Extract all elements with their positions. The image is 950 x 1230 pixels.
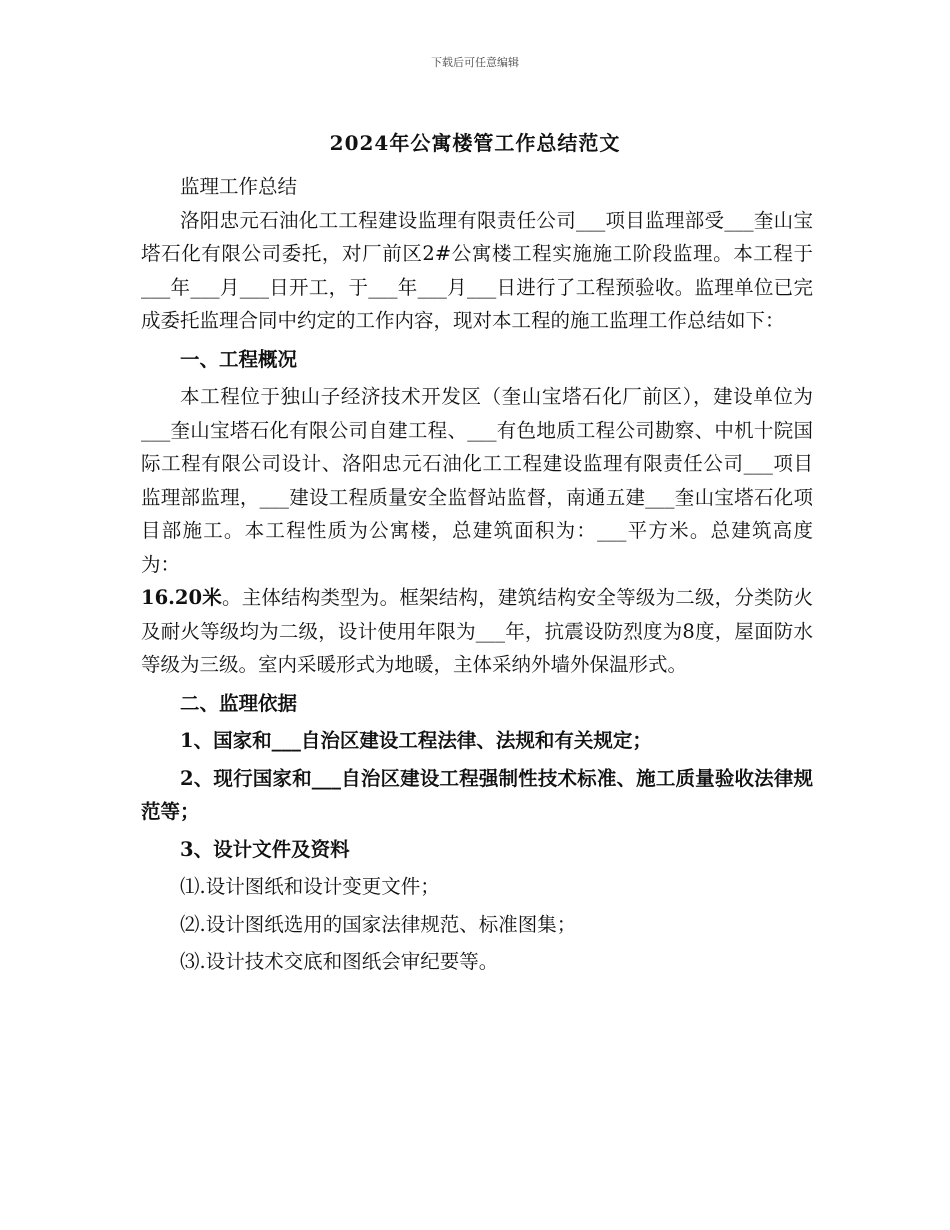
section-heading-basis: 二、监理依据 — [180, 691, 298, 715]
intro-paragraph: 洛阳忠元石油化工工程建设监理有限责任公司___项目监理部受___奎山宝塔石化有限公司委托，对厂前区2#公寓楼工程实施施工阶段监理。本工程于___年___月___日开工，于___年___月___日进行了工程预验收。监理单位已完成委托监理合同中约定的工作内容，现对本工程的施工监理工作总结如下： — [141, 208, 813, 332]
section-heading-overview: 一、工程概况 — [180, 347, 298, 371]
overview-paragraph: 本工程位于独山子经济技术开发区（奎山宝塔石化厂前区），建设单位为___奎山宝塔石化有限公司自建工程、___有色地质工程公司勘察、中机十院国际工程有限公司设计、洛阳忠元石油化工工程建设监理有限责任公司___项目监理部监理，___建设工程质量安全监督站监督，南通五建___奎山宝塔石化项目部施工。本工程性质为公寓楼，总建筑面积为：___平方米。总建筑高度为： — [141, 385, 813, 576]
document-body — [141, 170, 813, 979]
design-doc-item-3: ⑶.设计技术交底和图纸会审纪要等。 — [180, 950, 499, 973]
structure-paragraph — [141, 581, 813, 682]
intro-label: 监理工作总结 — [180, 175, 298, 198]
basis-item-1: 1、国家和___自治区建设工程法律、法规和有关规定； — [180, 729, 652, 752]
building-height-value: 16.20米 — [141, 586, 222, 609]
design-doc-item-2: ⑵.设计图纸选用的国家法律规范、标准图集； — [180, 912, 577, 936]
structure-paragraph-text: 。主体结构类型为。框架结构，建筑结构安全等级为二级，分类防火及耐火等级均为二级，设计使用年限为___年，抗震设防烈度为8度，屋面防水等级为三级。室内采暖形式为地暖，主体采纳外墙外保温形式。 — [141, 586, 813, 676]
document-title: 2024年公寓楼管工作总结范文 — [329, 131, 621, 155]
basis-item-3: 3、设计文件及资料 — [180, 837, 350, 861]
basis-item-2: 2、现行国家和___自治区建设工程强制性技术标准、施工质量验收法律规范等； — [141, 766, 813, 823]
design-doc-item-1: ⑴.设计图纸和设计变更文件； — [180, 875, 440, 898]
download-note: 下载后可任意编辑 — [431, 56, 519, 69]
